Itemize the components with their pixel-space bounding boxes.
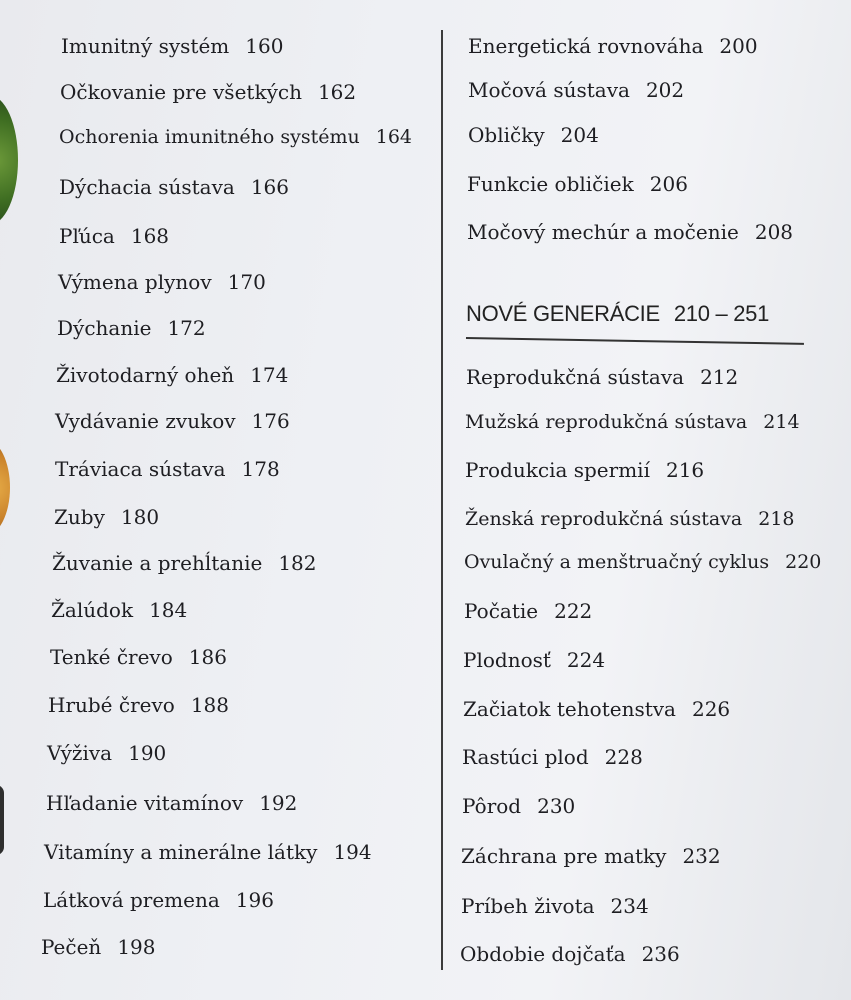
entry-page: 204 — [560, 123, 599, 147]
entry-title: Príbeh života — [461, 894, 595, 918]
entry-page: 226 — [691, 697, 731, 721]
toc-entry[interactable] — [468, 36, 758, 56]
entry-title: Imunitný systém — [61, 34, 230, 58]
toc-entry[interactable] — [48, 695, 229, 715]
entry-page: 172 — [167, 316, 206, 340]
entry-page: 168 — [130, 224, 170, 248]
entry-title: Mužská reprodukčná sústava — [465, 411, 748, 433]
entry-title: Počatie — [464, 599, 539, 623]
entry-page: 180 — [120, 505, 160, 529]
entry-title: Močová sústava — [468, 78, 630, 102]
entry-title: Reprodukčná sústava — [466, 365, 685, 389]
entry-page: 184 — [149, 598, 188, 622]
entry-title: Plodnosť — [463, 648, 551, 672]
toc-entry[interactable] — [461, 846, 721, 866]
toc-entry[interactable] — [461, 896, 649, 916]
entry-title: Výživa — [47, 741, 113, 765]
entry-title: Tenké črevo — [50, 645, 173, 669]
entry-page: 234 — [610, 894, 649, 918]
toc-entry[interactable] — [60, 82, 356, 102]
toc-entry[interactable] — [465, 510, 795, 529]
toc-entry[interactable] — [59, 128, 412, 147]
entry-title: Rastúci plod — [462, 745, 589, 769]
entry-page: 192 — [259, 791, 298, 815]
toc-entry[interactable] — [468, 80, 684, 100]
entry-page: 176 — [251, 409, 290, 433]
orange-illustration — [0, 440, 10, 535]
entry-title: Ženská reprodukčná sústava — [465, 508, 743, 530]
section-title: NOVÉ GENERÁCIE — [466, 301, 660, 326]
toc-entry[interactable] — [41, 937, 156, 957]
entry-title: Zuby — [54, 505, 105, 529]
toc-entry[interactable] — [58, 272, 266, 292]
entry-page: 222 — [554, 599, 593, 623]
entry-page: 188 — [190, 693, 230, 717]
toc-entry[interactable] — [464, 553, 821, 572]
toc-entry[interactable] — [465, 460, 704, 480]
entry-title: Záchrana pre matky — [461, 844, 667, 868]
column-divider — [441, 30, 443, 970]
toc-entry[interactable] — [47, 743, 166, 763]
toc-entry[interactable] — [51, 600, 187, 620]
entry-title: Žalúdok — [51, 598, 134, 622]
entry-title: Hrubé črevo — [48, 693, 175, 717]
entry-page: 220 — [785, 551, 822, 573]
entry-page: 206 — [649, 172, 688, 196]
toc-entry[interactable] — [465, 413, 800, 432]
entry-page: 160 — [245, 34, 284, 58]
entry-page: 196 — [235, 888, 274, 912]
toc-entry[interactable] — [57, 318, 206, 338]
entry-page: 186 — [188, 645, 227, 669]
entry-page: 194 — [333, 840, 372, 864]
entry-title: Produkcia spermií — [465, 458, 650, 482]
toc-entry[interactable] — [61, 36, 283, 56]
dark-illustration — [0, 785, 4, 855]
entry-page: 198 — [117, 935, 156, 959]
entry-title: Dýchanie — [57, 316, 152, 340]
entry-page: 174 — [250, 363, 289, 387]
entry-title: Životodarný oheň — [56, 363, 235, 387]
entry-title: Výmena plynov — [58, 270, 212, 294]
section-header — [466, 301, 802, 327]
entry-page: 164 — [375, 126, 413, 148]
entry-title: Funkcie obličiek — [467, 172, 634, 196]
toc-entry[interactable] — [462, 796, 575, 816]
entry-page: 232 — [682, 844, 721, 868]
toc-entry[interactable] — [468, 125, 599, 145]
toc-entry[interactable] — [464, 601, 592, 621]
entry-page: 182 — [278, 551, 317, 575]
toc-entry[interactable] — [43, 890, 274, 910]
entry-page: 216 — [665, 458, 705, 482]
toc-entry[interactable] — [463, 699, 730, 719]
toc-entry[interactable] — [46, 793, 297, 813]
entry-page: 170 — [227, 270, 266, 294]
toc-entry[interactable] — [59, 226, 169, 246]
entry-page: 166 — [250, 175, 289, 199]
toc-entry[interactable] — [460, 944, 680, 964]
entry-title: Hľadanie vitamínov — [46, 791, 244, 815]
entry-title: Začiatok tehotenstva — [463, 697, 676, 721]
toc-entry[interactable] — [466, 367, 738, 387]
toc-entry[interactable] — [462, 747, 643, 767]
toc-entry[interactable] — [467, 174, 688, 194]
entry-page: 228 — [604, 745, 643, 769]
entry-page: 190 — [128, 741, 167, 765]
entry-title: Obličky — [468, 123, 545, 147]
entry-page: 202 — [645, 78, 685, 102]
entry-page: 208 — [754, 220, 794, 244]
entry-title: Tráviaca sústava — [55, 457, 226, 481]
toc-entry[interactable] — [55, 411, 290, 431]
toc-entry[interactable] — [463, 650, 605, 670]
toc-entry[interactable] — [54, 507, 159, 527]
entry-page: 162 — [317, 80, 357, 104]
entry-title: Vydávanie zvukov — [55, 409, 236, 433]
entry-title: Dýchacia sústava — [59, 175, 235, 199]
toc-entry[interactable] — [56, 365, 288, 385]
entry-title: Ovulačný a menštruačný cyklus — [464, 551, 770, 573]
entry-title: Pečeň — [41, 935, 102, 959]
section-underline — [466, 337, 804, 344]
entry-title: Pľúca — [59, 224, 115, 248]
toc-entry[interactable] — [44, 842, 372, 862]
toc-entry[interactable] — [55, 459, 280, 479]
entry-page: 224 — [566, 648, 606, 672]
entry-page: 236 — [641, 942, 680, 966]
entry-title: Vitamíny a minerálne látky — [44, 840, 318, 864]
toc-entry[interactable] — [59, 177, 289, 197]
entry-page: 200 — [719, 34, 758, 58]
toc-entry[interactable] — [467, 222, 793, 242]
toc-entry[interactable] — [50, 647, 227, 667]
entry-title: Látková premena — [43, 888, 220, 912]
entry-page: 178 — [241, 457, 280, 481]
entry-title: Žuvanie a prehĺtanie — [52, 551, 263, 575]
entry-page: 212 — [700, 365, 739, 389]
green-illustration — [0, 95, 18, 225]
entry-title: Energetická rovnováha — [468, 34, 704, 58]
section-page-range: 210 – 251 — [673, 301, 770, 326]
entry-title: Močový mechúr a močenie — [467, 220, 739, 244]
entry-title: Obdobie dojčaťa — [460, 942, 626, 966]
entry-page: 214 — [763, 411, 800, 433]
entry-title: Očkovanie pre všetkých — [60, 80, 302, 104]
entry-page: 230 — [537, 794, 576, 818]
toc-entry[interactable] — [52, 553, 317, 573]
entry-page: 218 — [758, 508, 795, 530]
entry-title: Pôrod — [462, 794, 522, 818]
entry-title: Ochorenia imunitného systému — [59, 126, 360, 148]
